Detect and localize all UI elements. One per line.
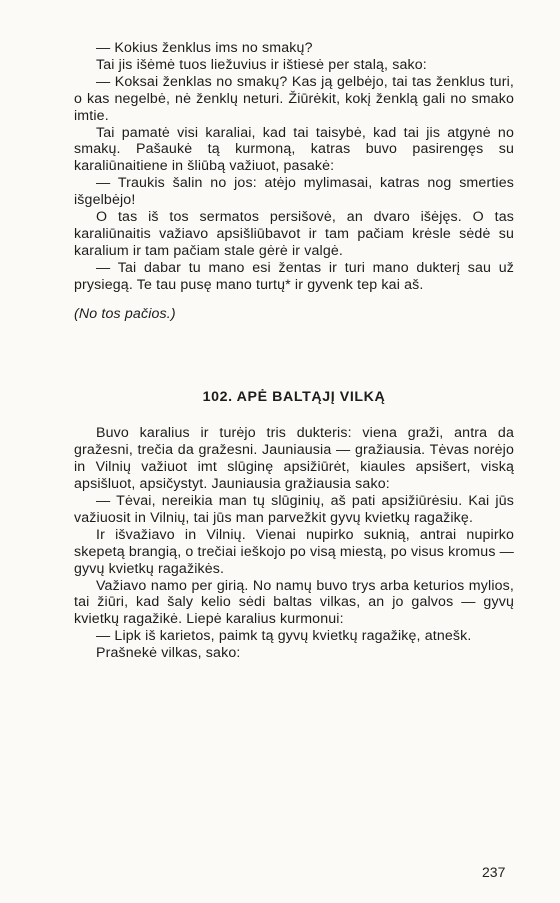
paragraph: O tas iš tos sermatos persišovė, an dvaro išėjęs. O tas karaliūnaitis važiavo apsišliūbavot ir tam pačiam krėsle sėdė su karalium ir tam pačiam stale gėrė ir valgė. bbox=[74, 209, 514, 259]
paragraph: Važiavo namo per girią. No namų buvo trys arba keturios mylios, tai žiūri, kad šaly kelio sėdi baltas vilkas, an jo galvos — gyvų kvietkų ragažikė. Liepė karalius kurmonui: bbox=[74, 577, 514, 628]
paragraph: Prašnekė vilkas, sako: bbox=[96, 645, 241, 662]
paragraph: — Tėvai, nereikia man tų slūginių, aš pati apsižiūrėsiu. Kai jūs važiuosit in Vilnių, tai jūs man parvežkit gyvų kvietkų ragažikę. bbox=[74, 493, 514, 526]
page-number: 237 bbox=[482, 864, 506, 880]
paragraph: Tai jis išėmė tuos liežuvius ir ištiesė per stalą, sako: bbox=[96, 56, 427, 73]
paragraph: — Lipk iš karietos, paimk tą gyvų kvietkų ragažikę, atnešk. bbox=[96, 628, 472, 645]
paragraph: Buvo karalius ir turėjo tris dukteris: viena graži, antra da gražesni, trečia da gražesni. Jauniausia — gražiausia. Tėvas norėjo in Vilnių važiuot imt slūginę apsižiūrėt, kiaules apsišert, viską apsišluot, apsičystyt. Jauniausia gražiausia sako: bbox=[74, 425, 514, 493]
paragraph: — Kokius ženklus ims no smakų? bbox=[96, 40, 313, 56]
page-body bbox=[74, 40, 514, 662]
paragraph: Tai pamatė visi karaliai, kad tai taisybė, kad tai jis atgynė no smakų. Pašaukė tą kurmoną, katras buvo pasirengęs su karaliūnaitiene in šliūbą važiuot, pasakė: bbox=[74, 124, 514, 175]
paragraph: — Tai dabar tu mano esi žentas ir turi mano dukterį sau už prysiegą. Te tau pusę mano turtų* ir gyvenk tep kai aš. bbox=[74, 259, 514, 293]
source-note: (No tos pačios.) bbox=[74, 305, 176, 322]
chapter-title: 102. APĖ BALTĄJĮ VILKĄ bbox=[202, 388, 386, 405]
paragraph: — Koksai ženklas no smakų? Kas ją gelbėjo, tai tas ženklus turi, o kas negelbė, nė ženklų neturi. Žiūrėkit, kokį ženklą gali no smako imtie. bbox=[74, 73, 514, 124]
paragraph: Ir išvažiavo in Vilnių. Vienai nupirko suknią, antrai nupirko skepetą brangią, o trečiai ieškojo po visą miestą, po visus kromus — gyvų kvietkų ragažikės. bbox=[74, 526, 514, 577]
paragraph: — Traukis šalin no jos: atėjo mylimasai, katras nog smerties išgelbėjo! bbox=[74, 175, 514, 209]
